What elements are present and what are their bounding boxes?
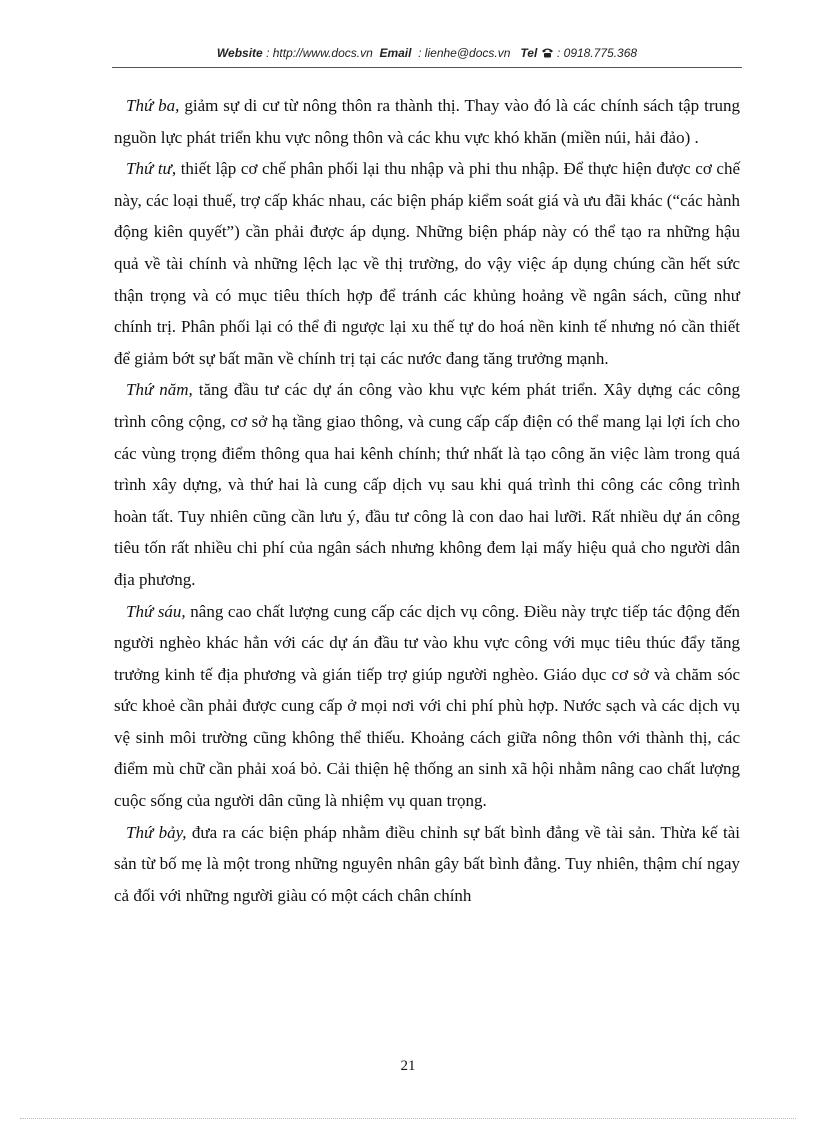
paragraph-lead: Thứ năm, (126, 380, 193, 400)
page-number: 21 (400, 1058, 416, 1074)
paragraph-lead: Thứ ba, (126, 96, 180, 115)
paragraph-text: giảm sự di cư từ nông thôn ra thành thị. Thay vào đó là các chính sách tập trung nguồn lực phát triển khu vực nông thôn và các khu vực khó khăn (miền núi, hải đảo) . (114, 96, 740, 147)
paragraph-lead: Thứ tư, (126, 159, 177, 179)
phone-icon (541, 46, 554, 60)
paragraph-thu-bay (114, 817, 740, 912)
email-value[interactable]: : lienhe@docs.vn (418, 46, 511, 60)
paragraph-thu-nam (114, 374, 740, 595)
page-bottom-border (20, 1118, 796, 1119)
paragraph-thu-tu (114, 153, 740, 374)
header-divider (112, 67, 742, 68)
document-body (114, 90, 740, 911)
paragraph-text: thiết lập cơ chế phân phối lại thu nhập và phi thu nhập. Để thực hiện được cơ chế này, các loại thuế, trợ cấp khác nhau, các biện pháp kiểm soát giá và ưu đãi khác (“các hành động kiên quyết”) cần phải được áp dụng. Những biện pháp này có thể tạo ra những hậu quả về tài chính và những lệch lạc về thị trường, do vậy việc áp dụng chúng cần hết sức thận trọng và có mục tiêu thích hợp để tránh các khủng hoảng về ngân sách, cũng như chính trị. Phân phối lại có thể đi ngược lại xu thế tự do hoá nền kinh tế nhưng nó cần thiết để giảm bớt sự bất mãn về chính trị tại các nước đang tăng trưởng mạnh. (114, 159, 741, 368)
paragraph-thu-ba (114, 90, 740, 153)
paragraph-thu-sau (114, 596, 740, 817)
website-value[interactable]: : http://www.docs.vn (266, 46, 373, 60)
email-label: Email (379, 46, 412, 60)
paragraph-lead: Thứ bảy, (126, 822, 187, 842)
page-header (112, 46, 742, 60)
tel-label: Tel (520, 46, 538, 60)
paragraph-text: đưa ra các biện pháp nhằm điều chỉnh sự bất bình đẳng về tài sản. Thừa kế tài sản từ bố mẹ là một trong những nguyên nhân gây bất bình đẳng. Tuy nhiên, thậm chí ngay cả đối với những người giàu có một cách chân chính (114, 822, 740, 905)
tel-value: : 0918.775.368 (556, 46, 638, 60)
website-label: Website (216, 46, 263, 60)
paragraph-text: nâng cao chất lượng cung cấp các dịch vụ công. Điều này trực tiếp tác động đến người nghèo khác hẳn với các dự án đầu tư vào khu vực công với mục tiêu thúc đẩy tăng trưởng kinh tế địa phương và gián tiếp trợ giúp người nghèo. Giáo dục cơ sở và chăm sóc sức khoẻ cần phải được cung cấp ở mọi nơi với chi phí phù hợp. Nước sạch và các dịch vụ vệ sinh môi trường cũng không thể thiếu. Khoảng cách giữa nông thôn với thành thị, các điểm mù chữ cần phải xoá bỏ. Cải thiện hệ thống an sinh xã hội nhằm nâng cao chất lượng cuộc sống của người dân cũng là nhiệm vụ quan trọng. (114, 601, 740, 811)
paragraph-text: tăng đầu tư các dự án công vào khu vực kém phát triển. Xây dựng các công trình công cộng, cơ sở hạ tầng giao thông, và cung cấp cấp điện có thể mang lại lợi ích cho các vùng trọng điểm thông qua hai kênh chính; thứ nhất là tạo công ăn việc làm trong quá trình xây dựng, và thứ hai là cung cấp dịch vụ sau khi quá trình thi công các công trình hoàn tất. Tuy nhiên cũng cần lưu ý, đầu tư công là con dao hai lưỡi. Rất nhiều dự án công tiêu tốn rất nhiều chi phí của ngân sách nhưng không đem lại mấy hiệu quả cho người dân địa phương. (114, 380, 740, 589)
paragraph-lead: Thứ sáu, (126, 601, 186, 621)
